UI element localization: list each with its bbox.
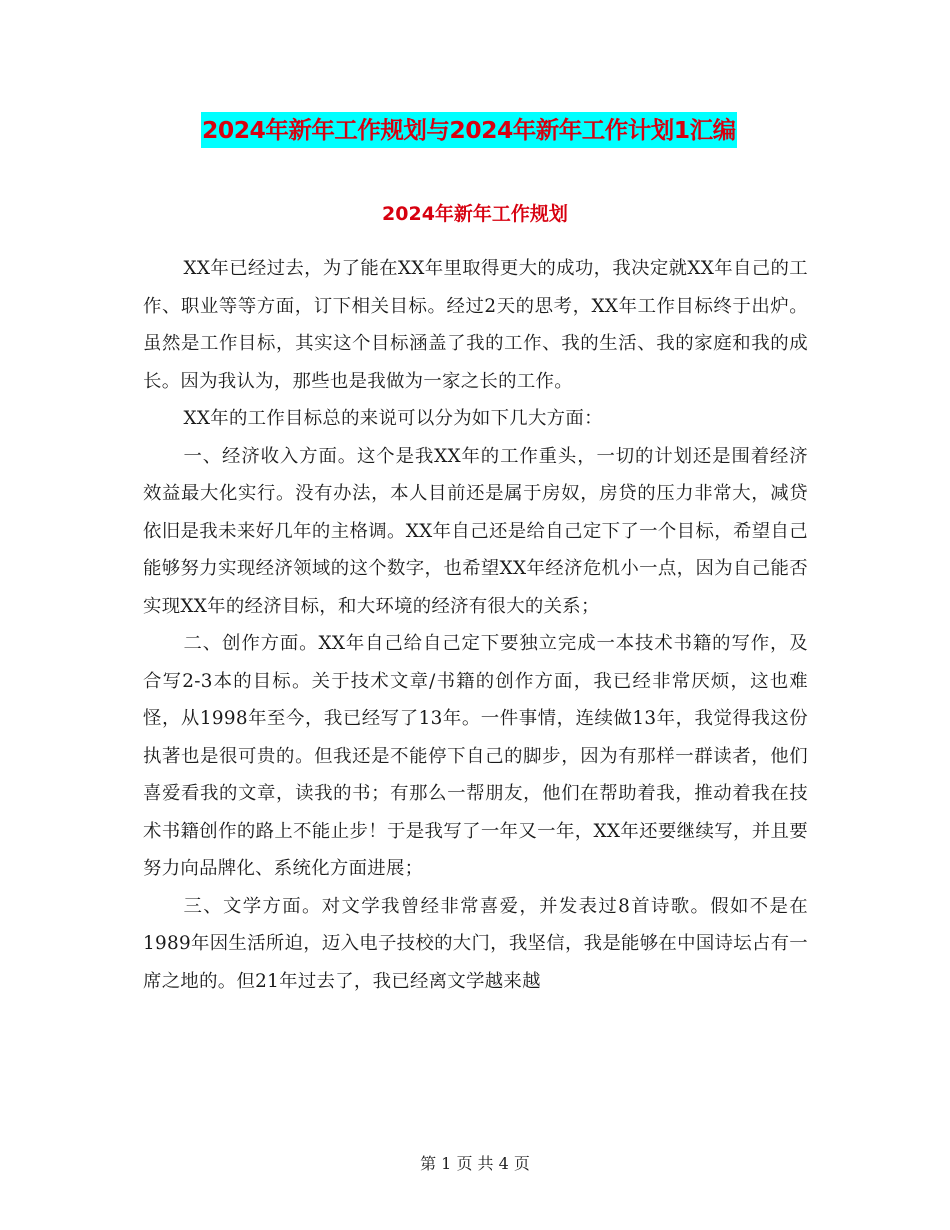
document-title: 2024年新年工作规划与2024年新年工作计划1汇编 [201, 112, 737, 148]
paragraph: 二、创作方面。XX年自己给自己定下要独立完成一本技术书籍的写作，及合写2-3本的目标。关于技术文章/书籍的创作方面，我已经非常厌烦，这也难怪，从1998年至今，我已经写了13年。一件事情，连续做13年，我觉得我这份执著也是很可贵的。但我还是不能停下自己的脚步，因为有那样一群读者，他们喜爱看我的文章，读我的书；有那么一帮朋友，他们在帮助着我，推动着我在技术书籍创作的路上不能止步！于是我写了一年又一年，XX年还要继续写，并且要努力向品牌化、系统化方面进展； [143, 633, 808, 879]
page-footer: 第 1 页 共 4 页 [420, 1154, 530, 1173]
paragraph: XX年的工作目标总的来说可以分为如下几大方面： [183, 408, 603, 429]
paragraph: XX年已经过去，为了能在XX年里取得更大的成功，我决定就XX年自己的工作、职业等等方面，订下相关目标。经过2天的思考，XX年工作目标终于出炉。虽然是工作目标，其实这个目标涵盖了我的工作、我的生活、我的家庭和我的成长。因为我认为，那些也是我做为一家之长的工作。 [143, 258, 808, 392]
document-body [143, 250, 808, 1000]
paragraph: 三、文学方面。对文学我曾经非常喜爱，并发表过8首诗歌。假如不是在1989年因生活所迫，迈入电子技校的大门，我坚信，我是能够在中国诗坛占有一席之地的。但21年过去了，我已经离文学越来越 [143, 895, 808, 992]
paragraph: 一、经济收入方面。这个是我XX年的工作重头，一切的计划还是围着经济效益最大化实行。没有办法，本人目前还是属于房奴，房贷的压力非常大，减贷依旧是我未来好几年的主格调。XX年自己还是给自己定下了一个目标，希望自己能够努力实现经济领域的这个数字，也希望XX年经济危机小一点，因为自己能否实现XX年的经济目标，和大环境的经济有很大的关系； [143, 445, 808, 617]
section-title: 2024年新年工作规划 [382, 203, 568, 225]
